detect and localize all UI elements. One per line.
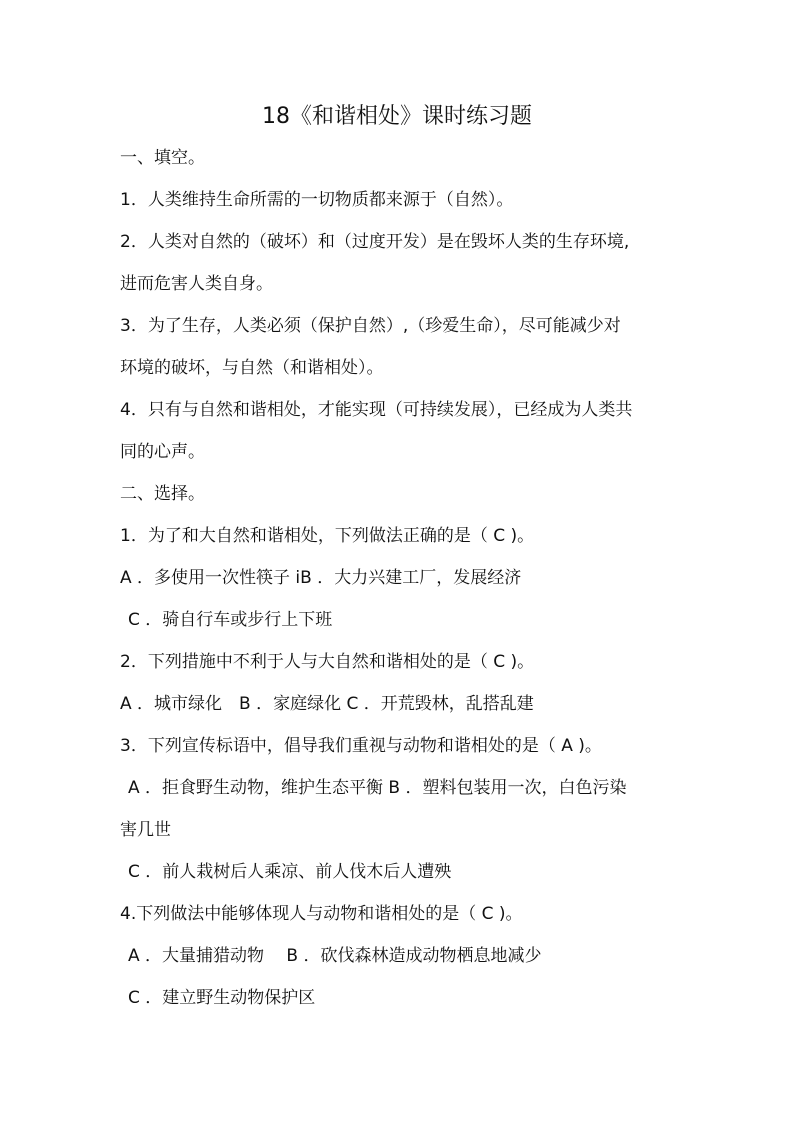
- section-heading-choice: 二、选择。: [120, 484, 205, 504]
- fill-item-3-line1: 3．为了生存，人类必须（保护自然）,（珍爱生命），尽可能减少对: [120, 316, 621, 336]
- choice-3-options-a-b: A ．拒食野生动物，维护生态平衡 B ．塑料包装用一次，白色污染: [128, 778, 627, 798]
- choice-4-options-a-b: A ．大量捕猎动物 B ．砍伐森林造成动物栖息地减少: [128, 946, 542, 966]
- section-heading-fill: 一、填空。: [120, 148, 205, 168]
- fill-item-4-line2: 同的心声。: [120, 442, 205, 462]
- choice-1-question: 1．为了和大自然和谐相处，下列做法正确的是（ C )。: [120, 526, 535, 546]
- choice-2-question: 2．下列措施中不利于人与大自然和谐相处的是（ C )。: [120, 652, 535, 672]
- fill-item-1: 1．人类维持生命所需的一切物质都来源于（自然）。: [120, 190, 514, 210]
- choice-1-options-a-b: A ．多使用一次性筷子 iB ．大力兴建工厂，发展经济: [120, 568, 522, 588]
- choice-3-option-c: C ．前人栽树后人乘凉、前人伐木后人遭殃: [128, 862, 452, 882]
- fill-item-4-line1: 4．只有与自然和谐相处，才能实现（可持续发展），已经成为人类共: [120, 400, 633, 420]
- choice-4-question: 4.下列做法中能够体现人与动物和谐相处的是（ C )。: [120, 904, 523, 924]
- choice-4-option-c: C ．建立野生动物保护区: [128, 988, 316, 1008]
- choice-3-option-b-continued: 害几世: [120, 820, 171, 840]
- choice-3-question: 3．下列宣传标语中，倡导我们重视与动物和谐相处的是（ A )。: [120, 736, 602, 756]
- fill-item-2-line1: 2．人类对自然的（破坏）和（过度开发）是在毁坏人类的生存环境,: [120, 232, 630, 252]
- fill-item-3-line2: 环境的破坏，与自然（和谐相处）。: [120, 358, 384, 378]
- page-title: 18《和谐相处》课时练习题: [262, 104, 532, 129]
- choice-1-option-c: C ．骑自行车或步行上下班: [128, 610, 333, 630]
- choice-2-options: A ．城市绿化 B ．家庭绿化 C ．开荒毁林，乱搭乱建: [120, 694, 534, 714]
- fill-item-2-line2: 进而危害人类自身。: [120, 274, 273, 294]
